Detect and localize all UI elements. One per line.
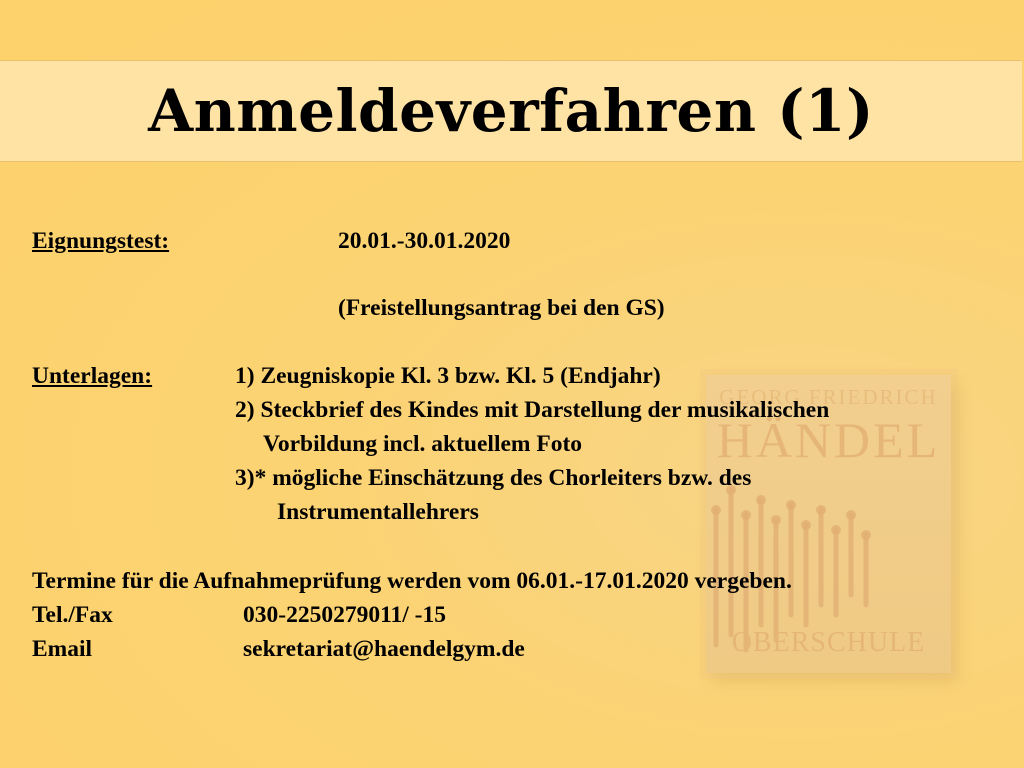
unterlagen-item-1: 1) Zeugniskopie Kl. 3 bzw. Kl. 5 (Endjahr) [235, 363, 661, 389]
title-bar [0, 60, 1022, 162]
email-label: Email [32, 636, 93, 662]
termine-text: Termine für die Aufnahmeprüfung werden vom 06.01.-17.01.2020 vergeben. [32, 568, 792, 594]
eignungstest-label: Eignungstest: [32, 228, 170, 254]
email-value: sekretariat@haendelgym.de [243, 636, 525, 662]
unterlagen-item-2-line-2: Vorbildung incl. aktuellem Foto [263, 431, 583, 457]
tel-value: 030-2250279011/ -15 [243, 602, 447, 628]
logo-bottom-text: OBERSCHULE [731, 627, 926, 658]
unterlagen-label: Unterlagen: [32, 363, 153, 389]
eignungstest-date: 20.01.-30.01.2020 [338, 228, 511, 254]
unterlagen-item-3-line-1: 3)* mögliche Einschätzung des Chorleiters bzw. des [235, 465, 752, 491]
tel-label: Tel./Fax [32, 602, 113, 628]
eignungstest-note: (Freistellungsantrag bei den GS) [338, 295, 665, 321]
unterlagen-item-2-line-1: 2) Steckbrief des Kindes mit Darstellung der musikalischen [235, 397, 830, 423]
logo-top-text: GEORG FRIEDRICH [719, 385, 938, 409]
logo-name-text: HÄNDEL [716, 412, 941, 468]
slide-title: Anmeldeverfahren (1) [148, 77, 874, 145]
unterlagen-item-3-line-2: Instrumentallehrers [277, 499, 479, 525]
